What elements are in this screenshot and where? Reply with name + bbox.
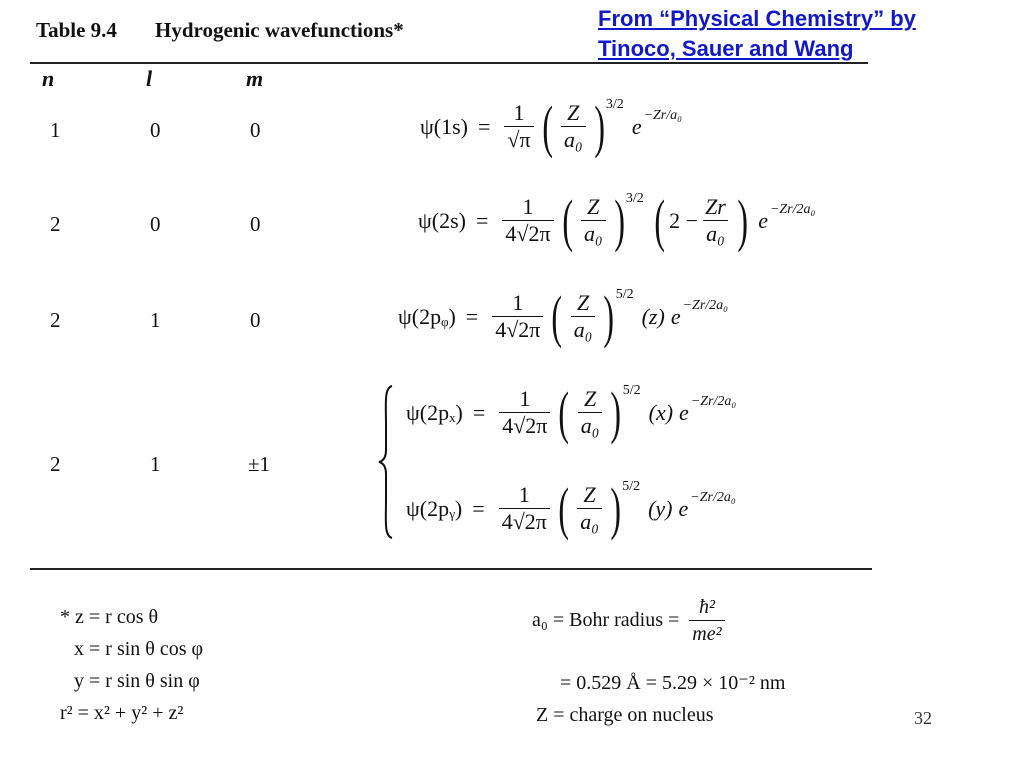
eq-2pz-power: 5/2	[615, 286, 634, 302]
eq-2pz-e: e	[670, 303, 681, 329]
eq-1s-power: 3/2	[605, 96, 624, 112]
eq-2py-coef: $\frac{1}{4√2\pi}$	[499, 484, 550, 533]
row-2-m: 0	[250, 212, 261, 236]
eq-1s-exponent: −Zr/a₀	[643, 107, 683, 123]
eq-1s-coef: $\frac{1}{√\pi}$	[504, 102, 533, 151]
row-1-m: 0	[250, 118, 261, 142]
footnote-z: * z = r cos θ	[60, 606, 159, 628]
table-number: Table 9.4	[36, 18, 117, 42]
equation-psi-1s: ψ(1s) = $\frac{1}{√\pi}$ ( $\frac{Z}{\text{a₀}}$ ) 3/2 e −Zr/a₀	[420, 93, 683, 159]
equation-psi-2py: ψ(2pᵧ) = $\frac{1}{4√2\pi}$ ( $\frac{Z}{\text{a₀}}$ ) 5/2 (y) e −Zr/2a₀	[406, 475, 736, 541]
header-n: n	[42, 66, 55, 91]
eq-2s-mid-pre: 2 −	[669, 207, 699, 233]
eq-2py-exponent: −Zr/2a₀	[690, 489, 736, 505]
eq-2s-exponent: −Zr/2a₀	[769, 201, 816, 217]
row-3-l: 1	[150, 308, 161, 332]
table-title: Hydrogenic wavefunctions*	[155, 18, 404, 42]
bohr-frac: $\frac{\text{ħ²}}{\text{me²}}$	[689, 596, 724, 645]
bottom-rule	[30, 568, 872, 570]
eq-2px-exponent: −Zr/2a₀	[690, 393, 737, 409]
eq-2px-coef: $\frac{1}{4√2\pi}$	[499, 388, 550, 437]
eq-2pz-coef: $\frac{1}{4√2\pi}$	[492, 292, 543, 341]
footnote-r: r² = x² + y² + z²	[60, 702, 184, 724]
row-1-n: 1	[50, 118, 61, 142]
eq-2pz-zfrac: $\frac{Z}{\text{a₀}}$	[571, 292, 596, 341]
eq-2px-factor: (x)	[648, 399, 674, 425]
eq-2py-e: e	[678, 495, 689, 521]
source-credit-line2: Tinoco, Sauer and Wang	[598, 36, 854, 61]
equation-psi-2pz: ψ(2pᵩ) = $\frac{1}{4√2\pi}$ ( $\frac{Z}{\text{a₀}}$ ) 5/2 (z) e −Zr/2a₀	[398, 283, 729, 349]
eq-2py-power: 5/2	[622, 478, 641, 494]
bohr-radius-definition	[532, 596, 729, 645]
header-m: m	[246, 66, 264, 91]
eq-2px-power: 5/2	[622, 382, 641, 398]
header-l: l	[146, 66, 153, 91]
eq-2px-e: e	[679, 399, 689, 425]
eq-2s-power: 3/2	[625, 190, 644, 206]
eq-2py-factor: (y)	[648, 495, 673, 521]
row-2-n: 2	[50, 212, 61, 236]
eq-2px-zfrac: $\frac{Z}{\text{a₀}}$	[578, 388, 603, 437]
page-number: 32	[914, 708, 932, 728]
row-4-m: ±1	[248, 452, 271, 476]
eq-2s-coef: $\frac{1}{4√2\pi}$	[502, 196, 553, 245]
source-credit	[598, 4, 916, 64]
row-4-n: 2	[50, 452, 61, 476]
eq-2pz-exponent: −Zr/2a₀	[682, 297, 729, 313]
equation-psi-2px: ψ(2pₓ) = $\frac{1}{4√2\pi}$ ( $\frac{Z}{\text{a₀}}$ ) 5/2 (x) e −Zr/2a₀	[406, 379, 737, 445]
footnote-y: y = r sin θ sin φ	[74, 670, 200, 692]
z-definition: Z = charge on nucleus	[536, 704, 714, 726]
eq-2py-lhs: ψ(2pᵧ)	[406, 495, 463, 521]
row-2-l: 0	[150, 212, 161, 236]
eq-1s-lhs: ψ(1s)	[420, 113, 468, 139]
eq-2s-e: e	[758, 207, 768, 233]
source-credit-line1: From “Physical Chemistry” by	[598, 6, 916, 31]
row-3-n: 2	[50, 308, 61, 332]
eq-2s-midfrac: $\frac{Zr}{\text{a₀}}$	[705, 194, 726, 246]
equation-psi-2s: ψ(2s) = $\frac{1}{4√2\pi}$ ( $\frac{Z}{\text{a₀}}$ ) 3/2 ( 2 − $\frac{Zr}{\text{a₀}}$ ) e −Zr/2a₀	[418, 187, 816, 253]
bohr-value: = 0.529 Å = 5.29 × 10⁻² nm	[560, 672, 786, 694]
row-1-l: 0	[150, 118, 161, 142]
row-4-l: 1	[150, 452, 161, 476]
eq-2px-lhs: ψ(2pₓ)	[406, 399, 463, 425]
eq-2pz-lhs: ψ(2pᵩ)	[398, 303, 456, 329]
top-rule	[30, 62, 868, 64]
eq-2pz-factor: (z)	[641, 303, 665, 329]
eq-1s-e: e	[631, 113, 642, 139]
row-3-m: 0	[250, 308, 261, 332]
eq-2s-zfrac: $\frac{Z}{\text{a₀}}$	[581, 196, 606, 245]
eq-2py-zfrac: $\frac{Z}{\text{a₀}}$	[577, 484, 602, 533]
curly-brace-icon	[378, 384, 394, 540]
eq-1s-zfrac: $\frac{Z}{\text{a₀}}$	[561, 102, 586, 151]
footnote-x: x = r sin θ cos φ	[74, 638, 204, 660]
eq-2s-lhs: ψ(2s)	[418, 207, 466, 233]
bohr-lhs: a₀ = Bohr radius =	[532, 609, 680, 631]
